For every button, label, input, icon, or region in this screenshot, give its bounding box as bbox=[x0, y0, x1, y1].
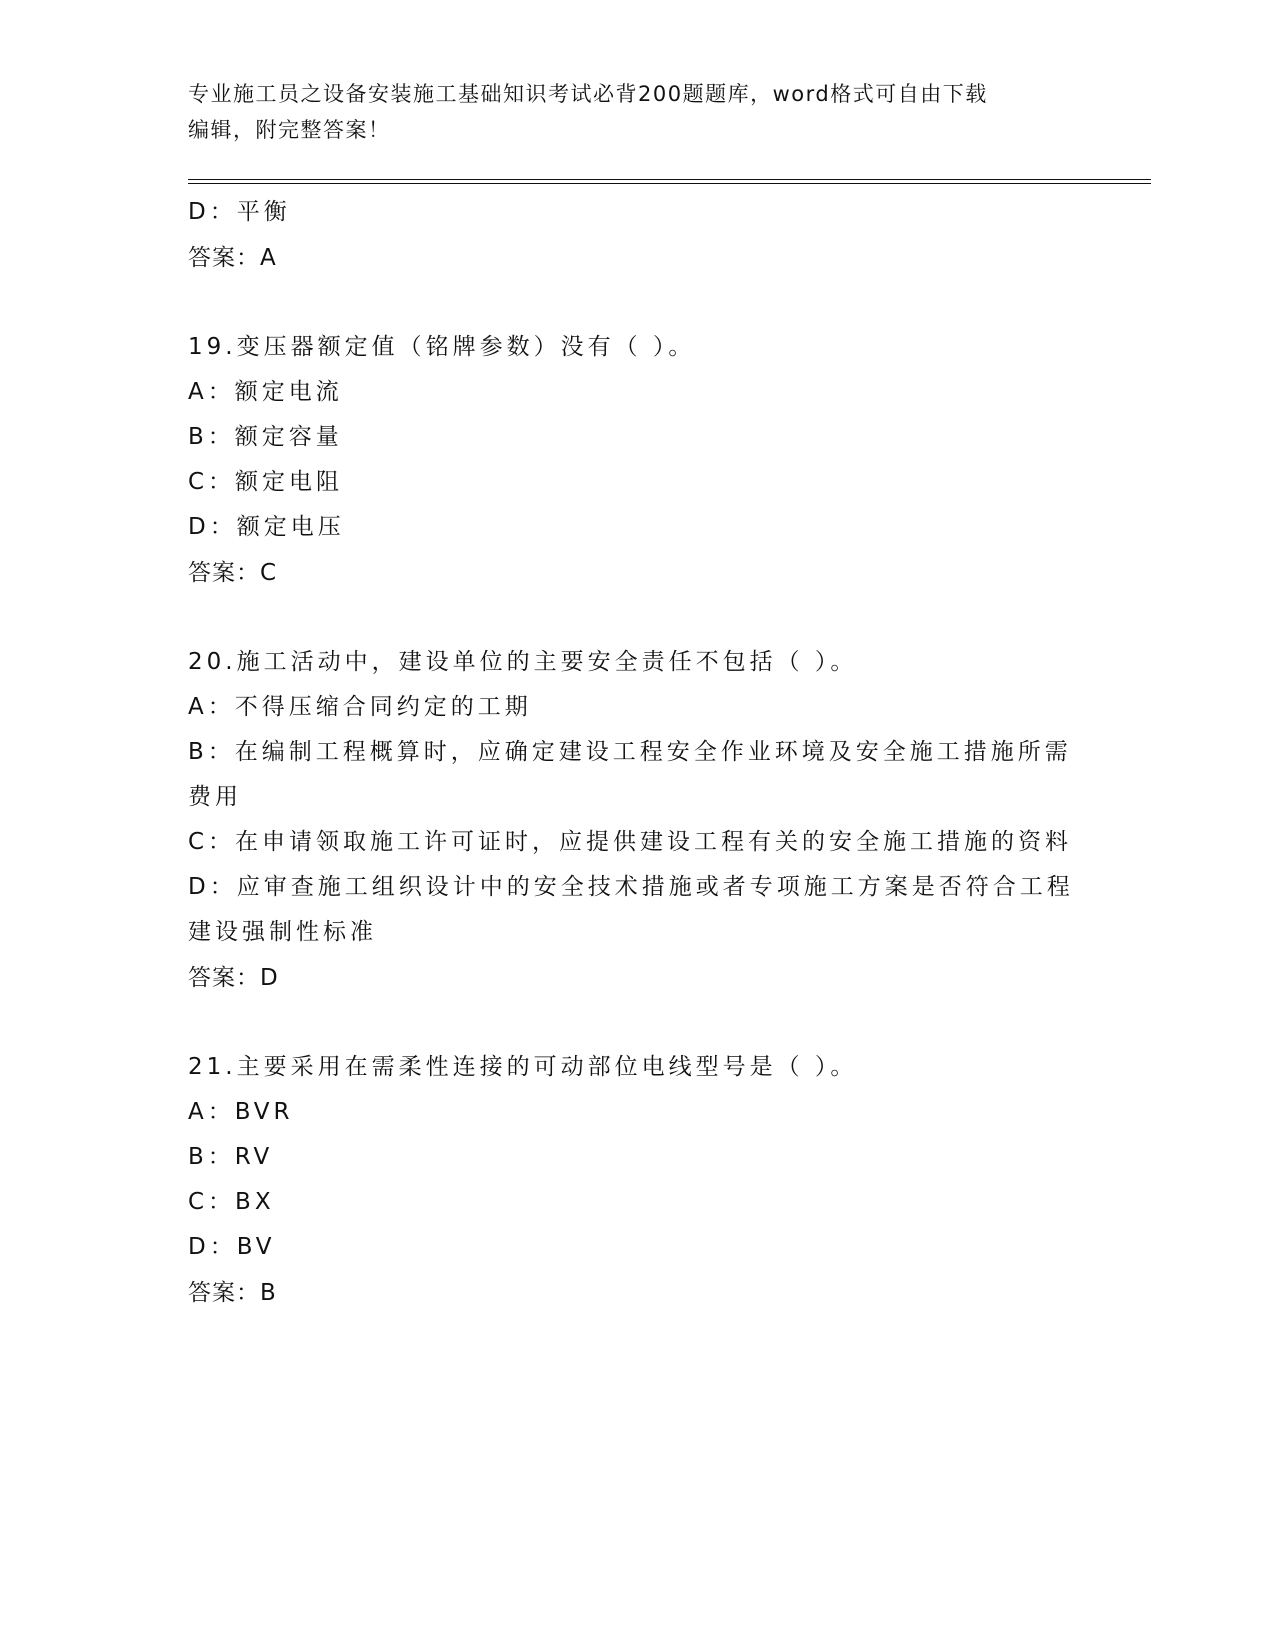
option-b: B：额定容量 bbox=[188, 424, 343, 450]
option-d: D：额定电压 bbox=[188, 514, 345, 540]
header-line-2: 编辑，附完整答案！ bbox=[188, 118, 391, 142]
document-header bbox=[188, 76, 1088, 148]
question-stem: 21.主要采用在需柔性连接的可动部位电线型号是（ ）。 bbox=[188, 1054, 858, 1080]
question-stem: 20.施工活动中，建设单位的主要安全责任不包括（ ）。 bbox=[188, 649, 858, 675]
option-c: C：在申请领取施工许可证时，应提供建设工程有关的安全施工措施的资料 bbox=[188, 829, 1073, 855]
header-line-1: 专业施工员之设备安装施工基础知识考试必背200题题库，word格式可自由下载 bbox=[188, 82, 988, 106]
header-divider-top bbox=[188, 179, 1151, 180]
question-18-tail bbox=[188, 190, 1078, 281]
option-b: B：在编制工程概算时，应确定建设工程安全作业环境及安全施工措施所需费用 bbox=[188, 739, 1072, 810]
option-a: A：BVR bbox=[188, 1099, 294, 1125]
question-list bbox=[188, 190, 1078, 1316]
option-a: A：不得压缩合同约定的工期 bbox=[188, 694, 532, 720]
option-d: D：BV bbox=[188, 1234, 276, 1260]
question-21 bbox=[188, 1045, 1078, 1316]
answer-line: 答案：B bbox=[188, 1280, 277, 1306]
option-b: B：RV bbox=[188, 1144, 274, 1170]
option-c: C：BX bbox=[188, 1189, 275, 1215]
answer-line: 答案：A bbox=[188, 245, 277, 271]
option-d: D：应审查施工组织设计中的安全技术措施或者专项施工方案是否符合工程建设强制性标准 bbox=[188, 874, 1074, 945]
question-19 bbox=[188, 325, 1078, 596]
header-divider-bottom bbox=[188, 183, 1151, 184]
option-a: A：额定电流 bbox=[188, 379, 343, 405]
question-20 bbox=[188, 640, 1078, 1001]
answer-line: 答案：C bbox=[188, 560, 278, 586]
option-d: D：平衡 bbox=[188, 199, 291, 225]
question-stem: 19.变压器额定值（铭牌参数）没有（ ）。 bbox=[188, 334, 696, 360]
answer-line: 答案：D bbox=[188, 965, 279, 991]
option-c: C：额定电阻 bbox=[188, 469, 344, 495]
